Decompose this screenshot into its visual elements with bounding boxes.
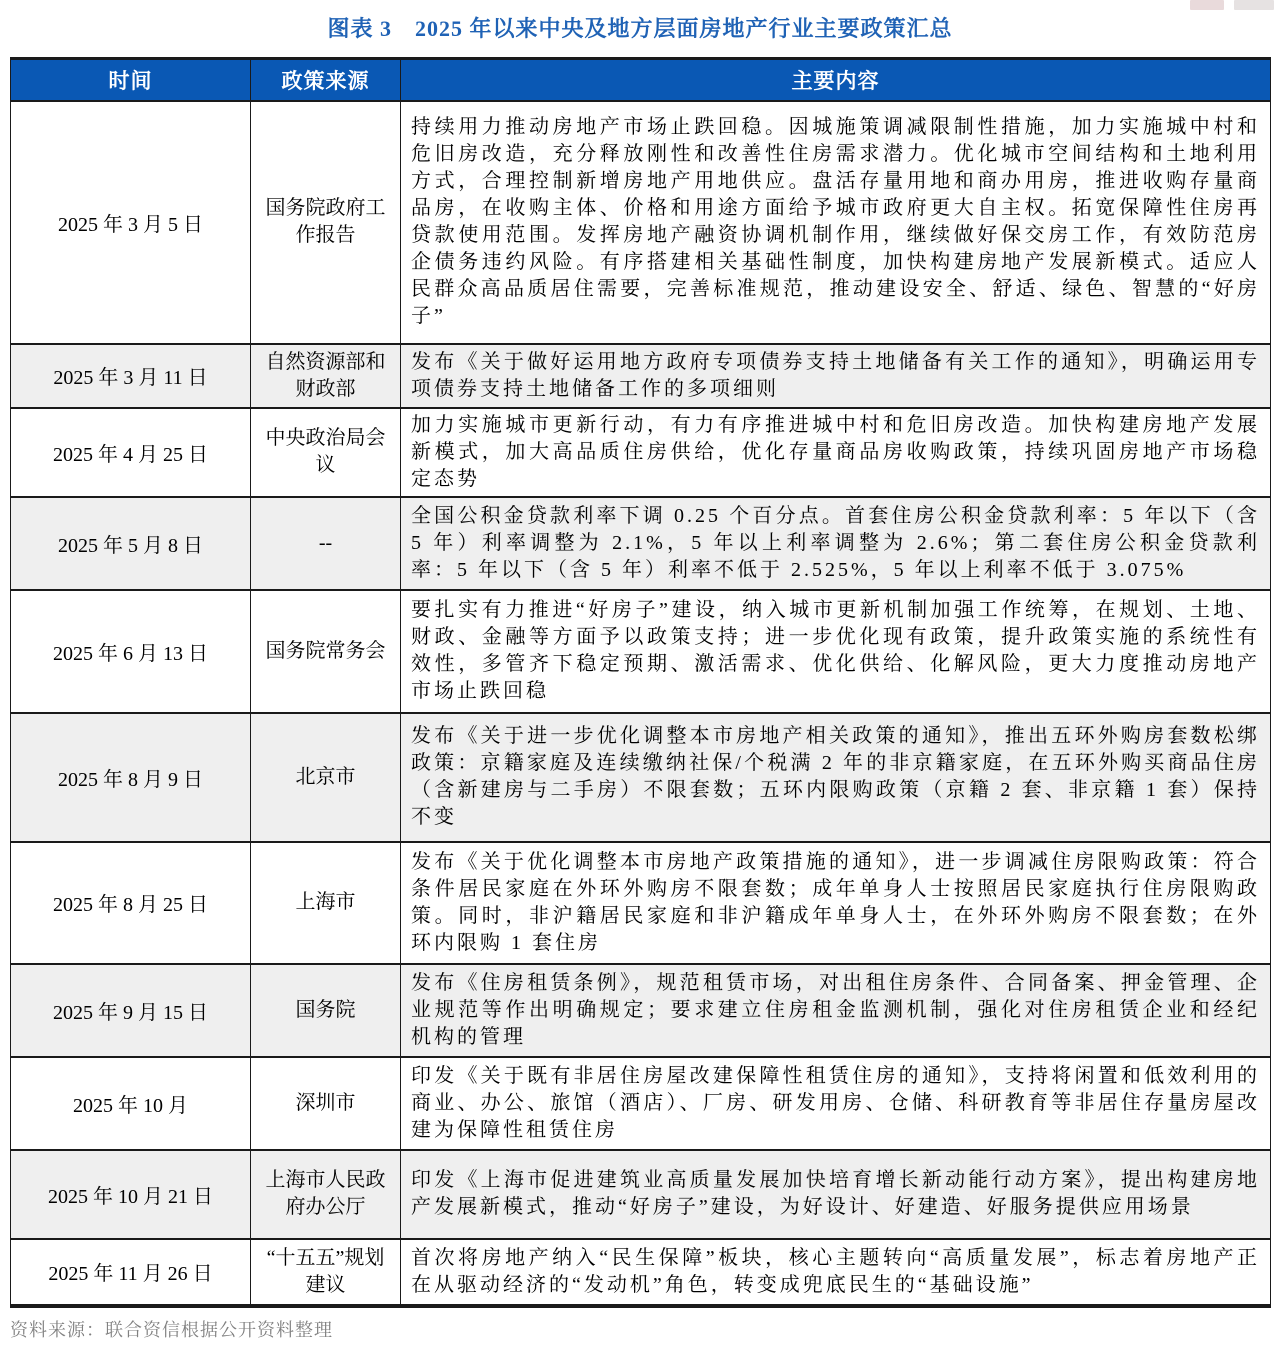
policy-content: 加力实施城市更新行动，有力有序推进城中村和危旧房改造。加快构建房地产发展新模式，加大高品质住房供给，优化存量商品房收购政策，持续巩固房地产市场稳定态势 (401, 408, 1271, 497)
table-row (11, 713, 1271, 842)
policy-source: 国务院常务会 (251, 590, 401, 713)
policy-date: 2025 年 8 月 9 日 (11, 713, 251, 842)
policy-date: 2025 年 3 月 11 日 (11, 344, 251, 408)
policy-date: 2025 年 5 月 8 日 (11, 497, 251, 590)
header-row (11, 59, 1271, 101)
table-row (11, 842, 1271, 964)
policy-content: 要扎实有力推进“好房子”建设，纳入城市更新机制加强工作统筹，在规划、土地、财政、金融等方面予以政策支持；进一步优化现有政策，提升政策实施的系统性有效性，多管齐下稳定预期、激活需求、优化供给、化解风险，更大力度推动房地产市场止跌回稳 (401, 590, 1271, 713)
policy-source: “十五五”规划建议 (251, 1239, 401, 1306)
policy-content: 发布《住房租赁条例》，规范租赁市场，对出租住房条件、合同备案、押金管理、企业规范等作出明确规定；要求建立住房租金监测机制，强化对住房租赁企业和经纪机构的管理 (401, 964, 1271, 1057)
source-note: 资料来源：联合资信根据公开资料整理 (10, 1319, 333, 1340)
policy-date: 2025 年 9 月 15 日 (11, 964, 251, 1057)
policy-source: 深圳市 (251, 1057, 401, 1150)
policy-content: 首次将房地产纳入“民生保障”板块，核心主题转向“高质量发展”，标志着房地产正在从驱动经济的“发动机”角色，转变成兜底民生的“基础设施” (401, 1239, 1271, 1306)
policy-date: 2025 年 6 月 13 日 (11, 590, 251, 713)
policy-content: 发布《关于优化调整本市房地产政策措施的通知》，进一步调减住房限购政策：符合条件居民家庭在外环外购房不限套数；成年单身人士按照居民家庭执行住房限购政策。同时，非沪籍居民家庭和非沪籍成年单身人士，在外环外购房不限套数；在外环内限购 1 套住房 (401, 842, 1271, 964)
table-row (11, 1150, 1271, 1239)
policy-date: 2025 年 3 月 5 日 (11, 101, 251, 344)
policy-source: 上海市人民政府办公厅 (251, 1150, 401, 1239)
policy-table (10, 57, 1271, 1308)
policy-date: 2025 年 8 月 25 日 (11, 842, 251, 964)
policy-table-header (11, 59, 1271, 101)
table-row (11, 497, 1271, 590)
policy-content: 持续用力推动房地产市场止跌回稳。因城施策调减限制性措施，加力实施城中村和危旧房改造，充分释放刚性和改善性住房需求潜力。优化城市空间结构和土地利用方式，合理控制新增房地产用地供应。盘活存量用地和商办用房，推进收购存量商品房，在收购主体、价格和用途方面给予城市政府更大自主权。拓宽保障性住房再贷款使用范围。发挥房地产融资协调机制作用，继续做好保交房工作，有效防范房企债务违约风险。有序搭建相关基础性制度，加快构建房地产发展新模式。适应人民群众高品质居住需要，完善标准规范，推动建设安全、舒适、绿色、智慧的“好房子” (401, 101, 1271, 344)
policy-date: 2025 年 4 月 25 日 (11, 408, 251, 497)
policy-date: 2025 年 10 月 21 日 (11, 1150, 251, 1239)
header-cell-content: 主要内容 (401, 59, 1271, 101)
policy-content: 发布《关于进一步优化调整本市房地产相关政策的通知》，推出五环外购房套数松绑政策：京籍家庭及连续缴纳社保/个税满 2 年的非京籍家庭，在五环外购买商品住房（含新建房与二手房）不限套数；五环内限购政策（京籍 2 套、非京籍 1 套）保持不变 (401, 713, 1271, 842)
watermark-blob-pink (1190, 0, 1224, 10)
table-row (11, 408, 1271, 497)
header-cell-source: 政策来源 (251, 59, 401, 101)
table-row (11, 101, 1271, 344)
table-row (11, 1239, 1271, 1306)
table-row (11, 964, 1271, 1057)
policy-date: 2025 年 10 月 (11, 1057, 251, 1150)
table-row (11, 1057, 1271, 1150)
policy-source: 上海市 (251, 842, 401, 964)
watermark-blob-gray (1234, 0, 1274, 10)
header-cell-time: 时间 (11, 59, 251, 101)
watermark-fragment (1190, 0, 1280, 12)
policy-date: 2025 年 11 月 26 日 (11, 1239, 251, 1306)
policy-source: 国务院 (251, 964, 401, 1057)
policy-source: 自然资源部和财政部 (251, 344, 401, 408)
policy-source: 北京市 (251, 713, 401, 842)
policy-content: 印发《关于既有非居住房屋改建保障性租赁住房的通知》，支持将闲置和低效利用的商业、办公、旅馆（酒店）、厂房、研发用房、仓储、科研教育等非居住存量房屋改建为保障性租赁住房 (401, 1057, 1271, 1150)
page-title: 图表 3 2025 年以来中央及地方层面房地产行业主要政策汇总 (327, 16, 953, 41)
policy-content: 印发《上海市促进建筑业高质量发展加快培育增长新动能行动方案》，提出构建房地产发展新模式，推动“好房子”建设，为好设计、好建造、好服务提供应用场景 (401, 1150, 1271, 1239)
policy-content: 全国公积金贷款利率下调 0.25 个百分点。首套住房公积金贷款利率：5 年以下（含 5 年）利率调整为 2.1%，5 年以上利率调整为 2.6%；第二套住房公积金贷款利率：5 年以下（含 5 年）利率不低于 2.525%，5 年以上利率不低于 3.075% (401, 497, 1271, 590)
policy-source: 中央政治局会议 (251, 408, 401, 497)
policy-table-body (11, 101, 1271, 1306)
policy-source: -- (251, 497, 401, 590)
table-row (11, 344, 1271, 408)
policy-source: 国务院政府工作报告 (251, 101, 401, 344)
table-row (11, 590, 1271, 713)
policy-content: 发布《关于做好运用地方政府专项债券支持土地储备有关工作的通知》，明确运用专项债券支持土地储备工作的多项细则 (401, 344, 1271, 408)
